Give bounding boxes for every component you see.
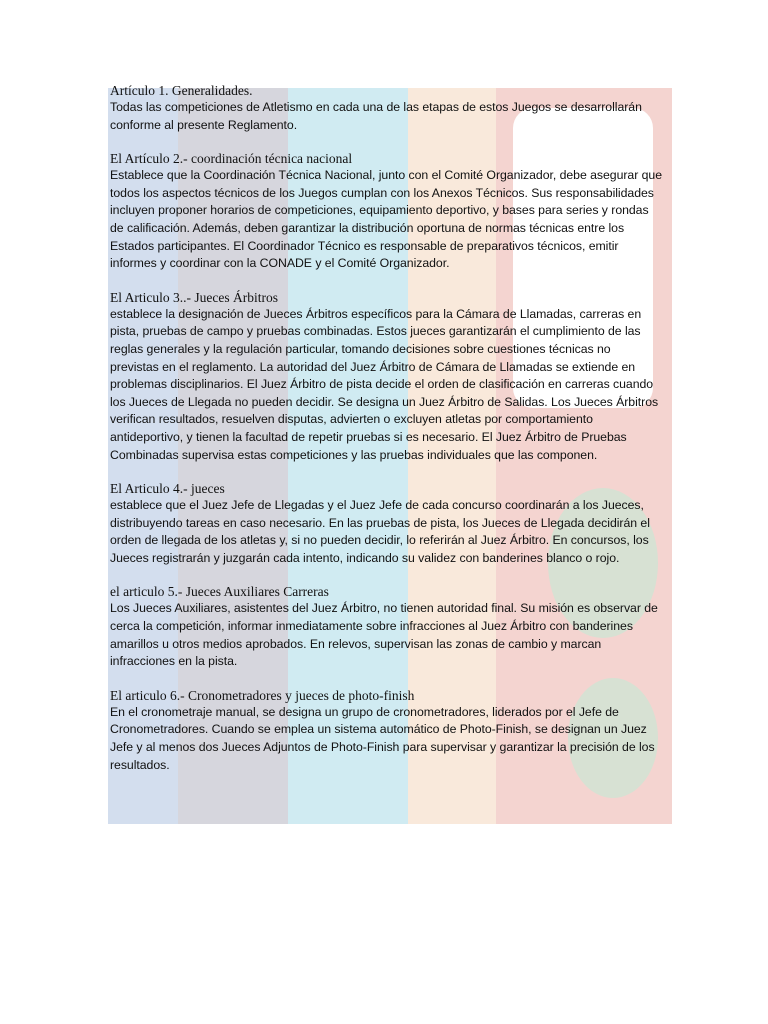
article-heading: El Articulo 3..- Jueces Árbitros [110, 289, 278, 305]
article-text: En el cronometraje manual, se designa un grupo de cronometradores, liderados por el Jefe de Cronometradores. Cuando se emplea un sistema automático de Photo-Finish, se designan un Juez Jefe y al menos dos Jueces Adjuntos de Photo-Finish para supervisar y garantizar la precisión de los resultados. [110, 704, 655, 772]
article-text: Todas las competiciones de Atletismo en cada una de las etapas de estos Juegos se desarrollarán conforme al presente Reglamento. [110, 100, 642, 132]
article-3 [110, 289, 662, 464]
article-6 [110, 687, 662, 774]
article-heading: El Artículo 2.- coordinación técnica nacional [110, 151, 353, 167]
article-heading: El articulo 6.- Cronometradores y jueces de photo-finish [110, 687, 415, 703]
article-heading: el articulo 5.- Jueces Auxiliares Carreras [110, 584, 329, 600]
article-heading: El Articulo 4.- jueces [110, 481, 225, 497]
article-2 [110, 150, 662, 273]
article-text: Los Jueces Auxiliares, asistentes del Juez Árbitro, no tienen autoridad final. Su misión es observar de cerca la competición, informar inmediatamente sobre infracciones al Juez Árbitro con banderines amarillos u otros medios aprobados. En relevos, supervisan las zonas de cambio y marcan infracciones en la pista. [110, 601, 658, 669]
article-5 [110, 583, 662, 670]
document-body [110, 82, 662, 790]
article-heading: Artículo 1. Generalidades. [110, 83, 253, 98]
article-1 [110, 82, 662, 134]
article-text: establece la designación de Jueces Árbitros específicos para la Cámara de Llamadas, carreras en pista, pruebas de campo y pruebas combinadas. Estos jueces garantizarán el cumplimiento de las reglas generales y la regulación particular, tomando decisiones sobre cuestiones técnicas no previstas en el reglamento. La autoridad del Juez Árbitro de Cámara de Llamadas se extiende en problemas disciplinarios. El Juez Árbitro de pista decide el orden de clasificación en carreras cuando los Jueces de Llegada no pueden decidir. Se designa un Juez Árbitro de Salidas. Los Jueces Árbitros verifican resultados, resuelven disputas, advierten o excluyen atletas por comportamiento antideportivo, y tienen la facultad de repetir pruebas si es necesario. El Juez Árbitro de Pruebas Combinadas supervisa estas competiciones y las pruebas individuales que las componen. [110, 306, 659, 462]
article-text: establece que el Juez Jefe de Llegadas y el Juez Jefe de cada concurso coordinarán a los Jueces, distribuyendo tareas en caso necesario. En las pruebas de pista, los Jueces de Llegada decidirán el orden de llegada de los atletas y, si no pueden decidir, lo referirán al Juez Árbitro. En concursos, los Jueces registrarán y juzgarán cada intento, indicando su validez con banderines blanco o rojo. [110, 498, 650, 565]
article-4 [110, 480, 662, 567]
article-text: Establece que la Coordinación Técnica Nacional, junto con el Comité Organizador, debe asegurar que todos los aspectos técnicos de los Juegos cumplan con los Anexos Técnicos. Sus responsabilidades incluyen proponer horarios de competiciones, equipamiento deportivo, y bases para series y rondas de calificación. Además, deben garantizar la distribución oportuna de normas técnicas entre los Estados participantes. El Coordinador Técnico es responsable de preparativos técnicos, emitir informes y coordinar con la CONADE y el Comité Organizador. [110, 168, 662, 271]
